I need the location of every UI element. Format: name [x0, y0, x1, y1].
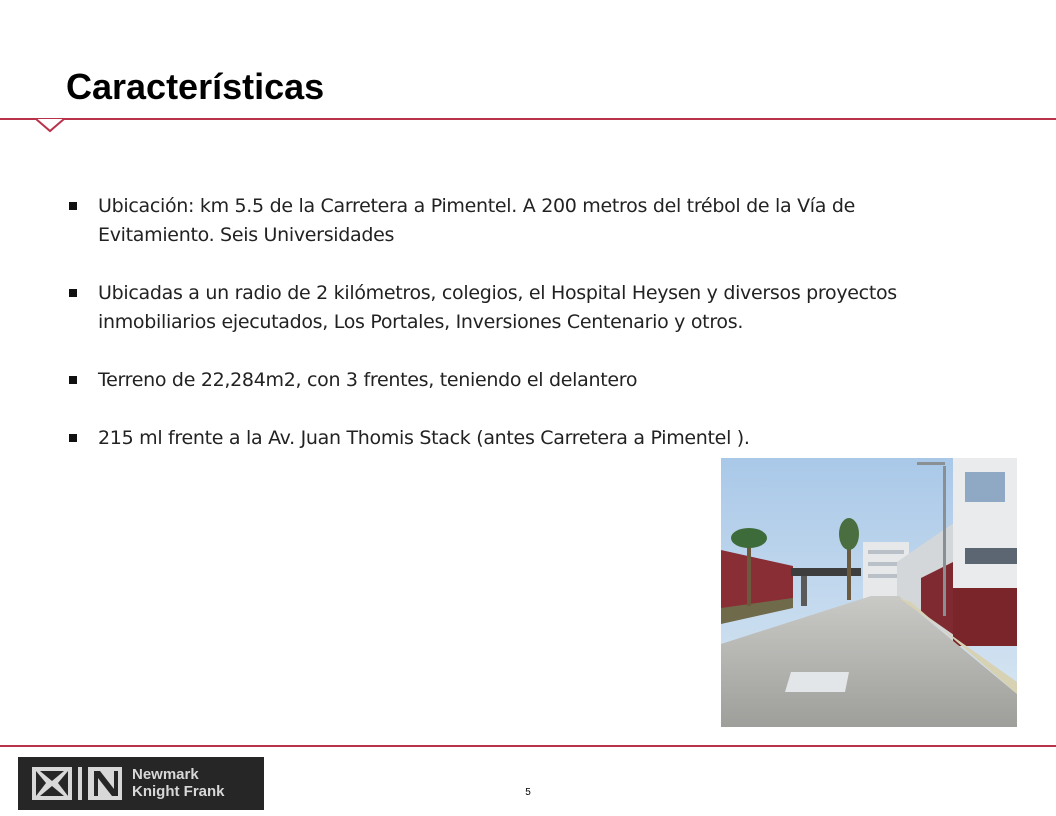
square-bullet-icon — [69, 289, 77, 297]
square-bullet-icon — [69, 202, 77, 210]
newmark-knight-frank-logo — [18, 757, 264, 810]
street-photo-image — [721, 458, 1017, 727]
footer-divider — [0, 745, 1056, 747]
header-notch-icon — [0, 118, 100, 134]
page-title: Características — [66, 66, 325, 107]
list-item-text: Ubicadas a un radio de 2 kilómetros, colegios, el Hospital Heysen y diversos proyectos inmobiliarios ejecutados, Los Portales, Inversiones Centenario y otros. — [98, 282, 897, 333]
header-divider — [0, 118, 1056, 120]
logo-line-1: Newmark — [132, 766, 199, 783]
logo-line-2: Knight Frank — [132, 783, 225, 800]
feature-list — [66, 192, 926, 482]
page-number: 5 — [525, 787, 531, 798]
list-item — [66, 192, 926, 250]
list-item — [66, 424, 926, 453]
list-item-text: Terreno de 22,284m2, con 3 frentes, teniendo el delantero — [98, 369, 638, 391]
square-bullet-icon — [69, 376, 77, 384]
logo-mark-icon — [32, 767, 124, 800]
street-photo — [721, 458, 1017, 727]
square-bullet-icon — [69, 434, 77, 442]
list-item-text: 215 ml frente a la Av. Juan Thomis Stack (antes Carretera a Pimentel ). — [98, 427, 750, 449]
list-item-text: Ubicación: km 5.5 de la Carretera a Pimentel. A 200 metros del trébol de la Vía de Evitamiento. Seis Universidades — [98, 195, 855, 246]
list-item — [66, 279, 926, 337]
list-item — [66, 366, 926, 395]
